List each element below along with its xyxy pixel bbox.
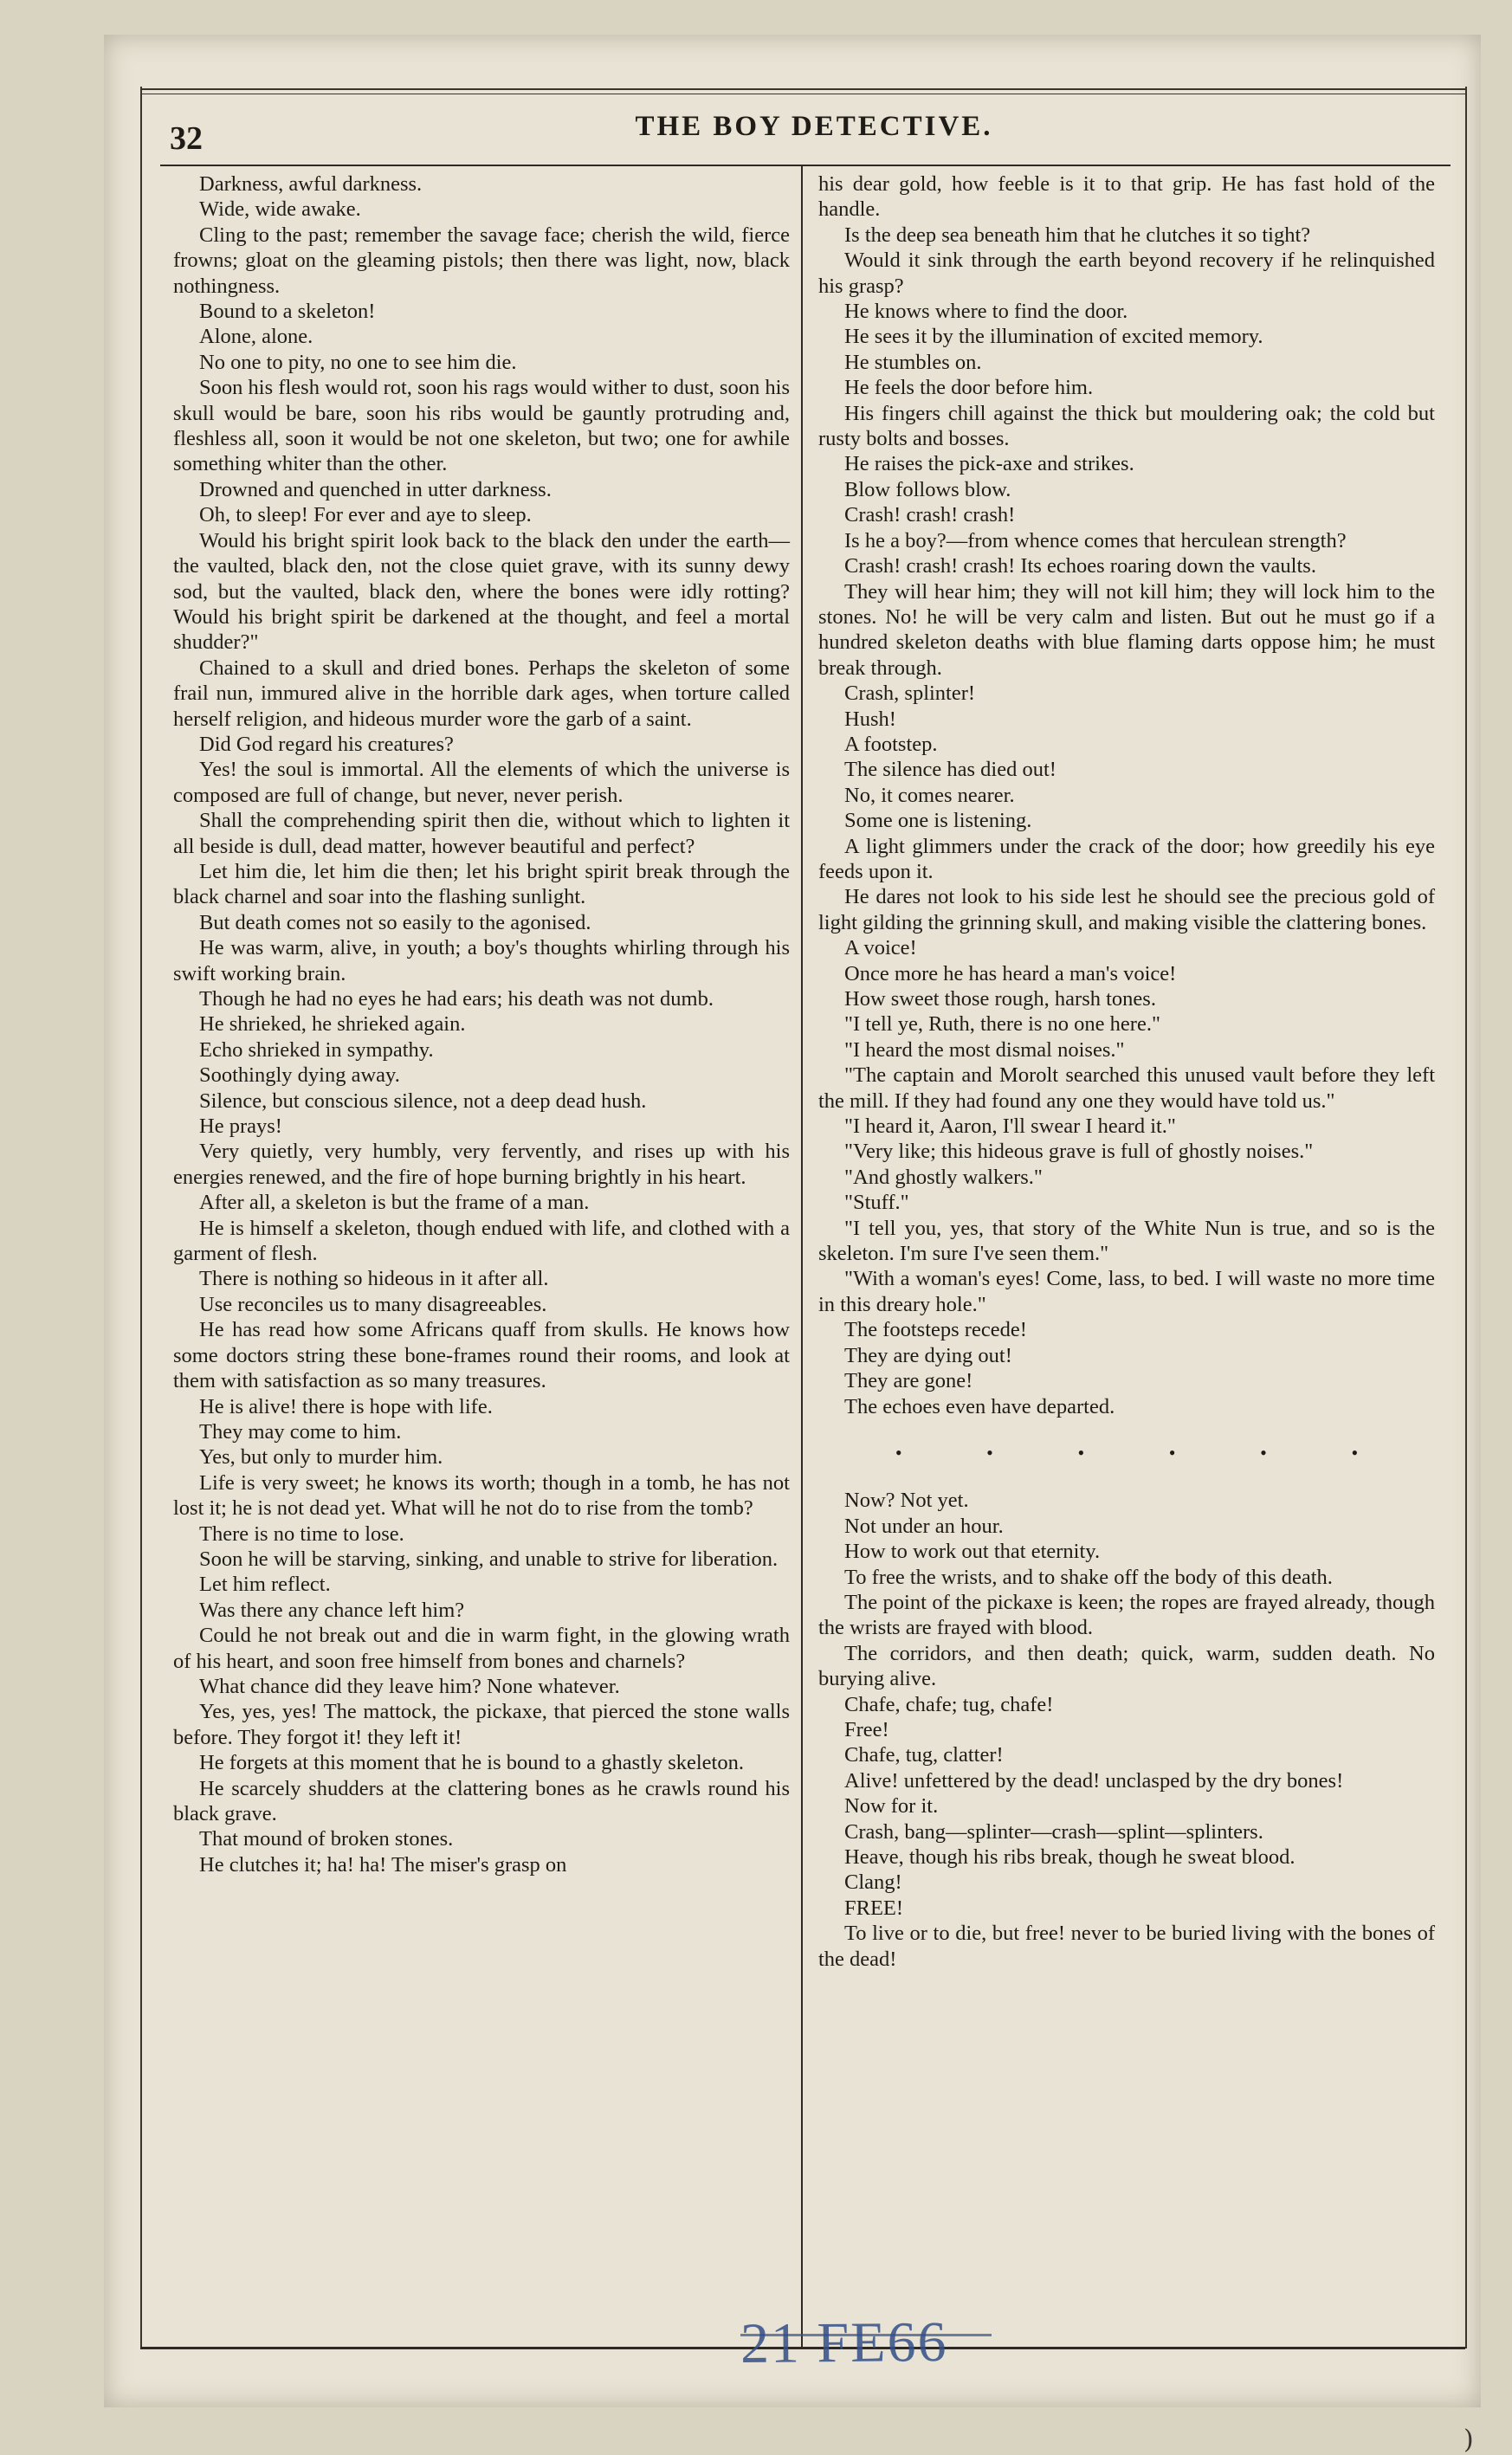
paragraph: Now? Not yet. [844,1489,969,1513]
paragraph: He clutches it; ha! ha! The miser's grasp on [199,1852,567,1877]
paragraph: Not under an hour. [844,1514,1004,1538]
paragraph: Bound to a skeleton! [199,300,376,324]
paragraph: Darkness, awful darkness. [199,172,423,196]
paragraph: He forgets at this moment that he is bound to a ghastly skeleton. [199,1751,744,1775]
paragraph: He feels the door before him. [844,376,1094,400]
paragraph: But death comes not so easily to the agonised. [199,910,591,934]
paragraph: Crash, bang—splinter—crash—splint—splinters. [844,1819,1263,1844]
paragraph: There is no time to lose. [199,1521,404,1546]
paragraph: Soothingly dying away. [199,1063,400,1088]
section-dot: • [895,1441,902,1463]
paragraph: Was there any chance left him? [199,1598,465,1622]
left-column [173,171,790,1877]
paragraph: Silence, but conscious silence, not a deep dead hush. [199,1089,647,1113]
paragraph: Some one is listening. [844,809,1032,833]
paragraph: Alone, alone. [199,325,313,349]
paragraph: Heave, though his ribs break, though he sweat blood. [844,1845,1296,1869]
paragraph: his dear gold, how feeble is it to that grip. He has fast hold of the handle. [818,172,1435,222]
paragraph: Clang! [844,1870,902,1895]
section-break-dots [818,1440,1435,1465]
section-dot: • [986,1441,993,1463]
paragraph: A footstep. [844,732,938,756]
section-dot: • [1260,1441,1267,1463]
paragraph: No, it comes nearer. [844,783,1015,807]
paragraph: Soon he will be starving, sinking, and unable to strive for liberation. [199,1547,779,1571]
paragraph: Chafe, chafe; tug, chafe! [844,1692,1054,1716]
paragraph: What chance did they leave him? None whatever. [199,1674,620,1698]
paragraph: Did God regard his creatures? [199,732,454,756]
paragraph: After all, a skeleton is but the frame of a man. [199,1191,590,1215]
paragraph: Chafe, tug, clatter! [844,1743,1004,1767]
column-divider [801,166,803,2347]
paragraph: Cling to the past; remember the savage face; cherish the wild, fierce frowns; gloat on the gleaming pistols; then there was light, now, black nothingness. [173,223,790,298]
paragraph: Let him die, let him die then; let his bright spirit break through the black charnel and soar into the flashing sunlight. [173,859,790,909]
running-title: THE BOY DETECTIVE. [635,111,993,142]
paragraph: "The captain and Morolt searched this unused vault before they left the mill. If they had found any one they would have told us." [818,1063,1435,1113]
paragraph: How to work out that eternity. [844,1540,1101,1564]
paragraph: They are gone! [844,1369,973,1393]
paragraph: The corridors, and then death; quick, warm, sudden death. No burying alive. [818,1641,1435,1691]
paragraph: "Stuff." [844,1191,909,1215]
paragraph: Use reconciles us to many disagreeables. [199,1292,547,1316]
paragraph: Could he not break out and die in warm fight, in the glowing wrath of his heart, and soon free himself from bones and charnels? [173,1624,790,1673]
paragraph: Blow follows blow. [844,477,1011,501]
paragraph: Drowned and quenched in utter darkness. [199,477,552,501]
paragraph: He shrieked, he shrieked again. [199,1012,466,1037]
paragraph: Free! [844,1717,889,1741]
top-rule [140,88,1465,90]
paragraph: "I tell you, yes, that story of the White Nun is true, and so is the skeleton. I'm sure I've seen them." [818,1216,1435,1266]
paragraph: He scarcely shudders at the clattering bones as he crawls round his black grave. [173,1776,790,1825]
paragraph: He has read how some Africans quaff from skulls. He knows how some doctors string these bone-frames round their rooms, and look at them with satisfaction as so many treasures. [173,1318,790,1393]
paragraph: Once more he has heard a man's voice! [844,961,1177,985]
library-date-stamp: 21 FE66 [740,2310,948,2376]
paragraph: A light glimmers under the crack of the door; how greedily his eye feeds upon it. [818,834,1435,883]
paragraph: "I heard the most dismal noises." [844,1037,1125,1062]
paragraph: Soon his flesh would rot, soon his rags would wither to dust, soon his skull would be bare, soon his ribs would be gauntly protruding and, fleshless all, soon it would be not one skeleton, but two; one for awhile something whiter than the other. [173,376,790,476]
paragraph: He is alive! there is hope with life. [199,1394,493,1418]
paragraph: Crash! crash! crash! [844,503,1016,527]
paragraph: He raises the pick-axe and strikes. [844,452,1134,476]
paragraph: Is he a boy?—from whence comes that herculean strength? [844,528,1347,552]
paragraph: Would his bright spirit look back to the black den under the earth—the vaulted, black den, not the close quiet grave, with its sunny dewy sod, but the vaulted, black den, where the bones were idly rotting? Would his bright spirit be darkened at the thought, and feel a mortal shudder?" [173,528,790,655]
paragraph: He is himself a skeleton, though endued with life, and clothed with a garment of flesh. [173,1216,790,1266]
header-rule [160,165,1451,166]
paragraph: A voice! [844,936,917,960]
section-dot: • [1077,1441,1085,1463]
paragraph: To free the wrists, and to shake off the body of this death. [844,1565,1333,1589]
paragraph: Is the deep sea beneath him that he clutches it so tight? [844,223,1311,247]
paragraph: Chained to a skull and dried bones. Perhaps the skeleton of some frail nun, immured alive in the horrible dark ages, when torture called herself religion, and hideous murder wore the garb of a saint. [173,656,790,731]
paragraph: Yes, yes, yes! The mattock, the pickaxe, that pierced the stone walls before. They forgot it! they left it! [173,1700,790,1749]
paragraph: He dares not look to his side lest he should see the precious gold of light gilding the grinning skull, and making visible the clattering bones. [818,885,1435,934]
paragraph: His fingers chill against the thick but mouldering oak; the cold but rusty bolts and bosses. [818,401,1435,451]
paragraph: Yes, but only to murder him. [199,1445,443,1470]
paragraph: Shall the comprehending spirit then die, without which to lighten it all beside is dull, dead matter, however beautiful and perfect? [173,809,790,858]
paragraph: Oh, to sleep! For ever and aye to sleep. [199,503,532,527]
right-column-top [818,171,1435,1419]
paragraph: "I tell ye, Ruth, there is no one here." [844,1012,1160,1037]
paragraph: They will hear him; they will not kill him; they will lock him to the stones. No! he will be very calm and listen. But out he must go if a hundred skeleton deaths with blue flaming darts oppose him; he must break through. [818,579,1435,680]
paragraph: The silence has died out! [844,758,1056,782]
paragraph: How sweet those rough, harsh tones. [844,987,1156,1011]
paragraph: Very quietly, very humbly, very fervently, and rises up with his energies renewed, and the fire of hope burning brightly in his heart. [173,1140,790,1189]
paragraph: Crash, splinter! [844,682,976,706]
paragraph: He knows where to find the door. [844,300,1128,324]
paragraph: FREE! [844,1896,904,1920]
paragraph: They are dying out! [844,1343,1012,1367]
paragraph: Though he had no eyes he had ears; his death was not dumb. [199,987,714,1011]
paragraph: He prays! [199,1114,282,1139]
paragraph: They may come to him. [199,1419,402,1444]
paragraph: "Very like; this hideous grave is full of ghostly noises." [844,1140,1314,1164]
right-column [818,171,1435,1972]
paragraph: The footsteps recede! [844,1318,1027,1342]
paragraph: He sees it by the illumination of excited memory. [844,325,1263,349]
paragraph: Life is very sweet; he knows its worth; though in a tomb, he has not lost it; he is not dead yet. What will he not do to rise from the tomb? [173,1470,790,1521]
paragraph: There is nothing so hideous in it after all. [199,1267,549,1291]
paragraph: He was warm, alive, in youth; a boy's thoughts whirling through his swift working brain. [173,936,790,985]
paragraph: No one to pity, no one to see him die. [199,350,517,374]
paragraph: He stumbles on. [844,350,982,374]
section-dot: • [1168,1441,1176,1463]
paragraph: Wide, wide awake. [199,197,361,222]
paragraph: Would it sink through the earth beyond recovery if he relinquished his grasp? [818,249,1435,298]
paragraph: The point of the pickaxe is keen; the ropes are frayed already, though the wrists are frayed with blood. [818,1590,1435,1640]
paragraph: Alive! unfettered by the dead! unclasped by the dry bones! [844,1768,1344,1793]
paragraph: "With a woman's eyes! Come, lass, to bed. I will waste no more time in this dreary hole." [818,1267,1435,1316]
paragraph: "And ghostly walkers." [844,1165,1043,1189]
paragraph: Hush! [844,707,896,731]
paragraph: Let him reflect. [199,1573,331,1597]
paragraph: That mound of broken stones. [199,1827,454,1851]
page-number: 32 [170,120,203,157]
paragraph: To live or to die, but free! never to be buried living with the bones of the dead! [818,1922,1435,1971]
paragraph: Now for it. [844,1794,939,1819]
paragraph: The echoes even have departed. [844,1394,1115,1418]
right-column-bottom [818,1488,1435,1972]
page-edge-mark: ) [1464,2425,1474,2455]
paragraph: Echo shrieked in sympathy. [199,1037,434,1062]
section-dot: • [1351,1441,1359,1463]
paragraph: Yes! the soul is immortal. All the elements of which the universe is composed are full of change, but never, never perish. [173,758,790,807]
paragraph: "I heard it, Aaron, I'll swear I heard it." [844,1114,1176,1139]
paragraph: Crash! crash! crash! Its echoes roaring down the vaults. [844,554,1316,578]
